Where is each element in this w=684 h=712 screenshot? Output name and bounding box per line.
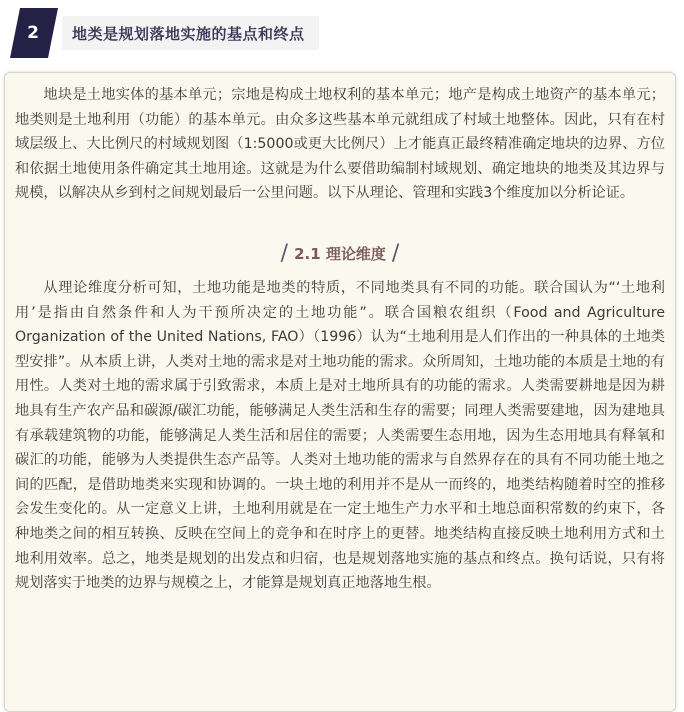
slash-decoration-right: / (391, 241, 400, 267)
section-number: 2 (27, 23, 39, 43)
intro-paragraph: 地块是土地实体的基本单元；宗地是构成土地权利的基本单元；地产是构成土地资产的基本单元；地类则是土地利用（功能）的基本单元。由众多这些基本单元就组成了村域土地整体。因此，只有在村域层级上、大比例尺的村域规划图（1:5000或更大比例尺）上才能真正最终精准确定地块的边界、方位和依据土地使用条件确定其土地用途。这就是为什么要借助编制村域规划、确定地块的地类及其边界与规模，以解决从乡到村之间规划最后一公里问题。以下从理论、管理和实践3个维度加以分析论证。 (15, 87, 665, 202)
slash-decoration-left: / (280, 241, 289, 267)
subheading (15, 242, 665, 266)
section-header (10, 8, 319, 58)
section-number-badge (10, 8, 60, 58)
subheading-title: 2.1 理论维度 (294, 245, 386, 264)
section-title-box (62, 16, 319, 50)
theory-paragraph: 从理论维度分析可知，土地功能是地类的特质，不同地类具有不同的功能。联合国认为“‘土地利用’是指由自然条件和人为干预所决定的土地功能”。联合国粮农组织（Food and Agriculture Organization of the United Nations, FAO）（1996）认为“土地利用是人们作出的一种具体的土地类型安排”。从本质上讲，人类对土地的需求是对土地功能的需求。众所周知，土地功能的本质是土地的有用性。人类对土地的需求属于引致需求，本质上是对土地所具有的功能的需求。人类需要耕地是因为耕地具有生产农产品和碳源/碳汇功能，能够满足人类生活和生存的需要；同理人类需要建地，因为建地具有承载建筑物的功能，能够满足人类生活和居住的需要；人类需要生态用地，因为生态用地具有释氧和碳汇的功能，能够为人类提供生态产品等。人类对土地功能的需求与自然界存在的具有不同功能土地之间的匹配，是借助地类来实现和协调的。一块土地的利用并不是从一而终的，地类结构随着时空的推移会发生变化的。从一定意义上讲，土地利用就是在一定土地生产力水平和土地总面积常数的约束下，各种地类之间的相互转换、反映在空间上的竞争和在时序上的更替。地类结构直接反映土地利用方式和土地利用效率。总之，地类是规划的出发点和归宿，也是规划落地实施的基点和终点。换句话说，只有将规划落实于地类的边界与规模之上，才能算是规划真正地落地生根。 (15, 279, 665, 592)
section-title: 地类是规划落地实施的基点和终点 (72, 24, 305, 43)
content-card (4, 72, 676, 712)
